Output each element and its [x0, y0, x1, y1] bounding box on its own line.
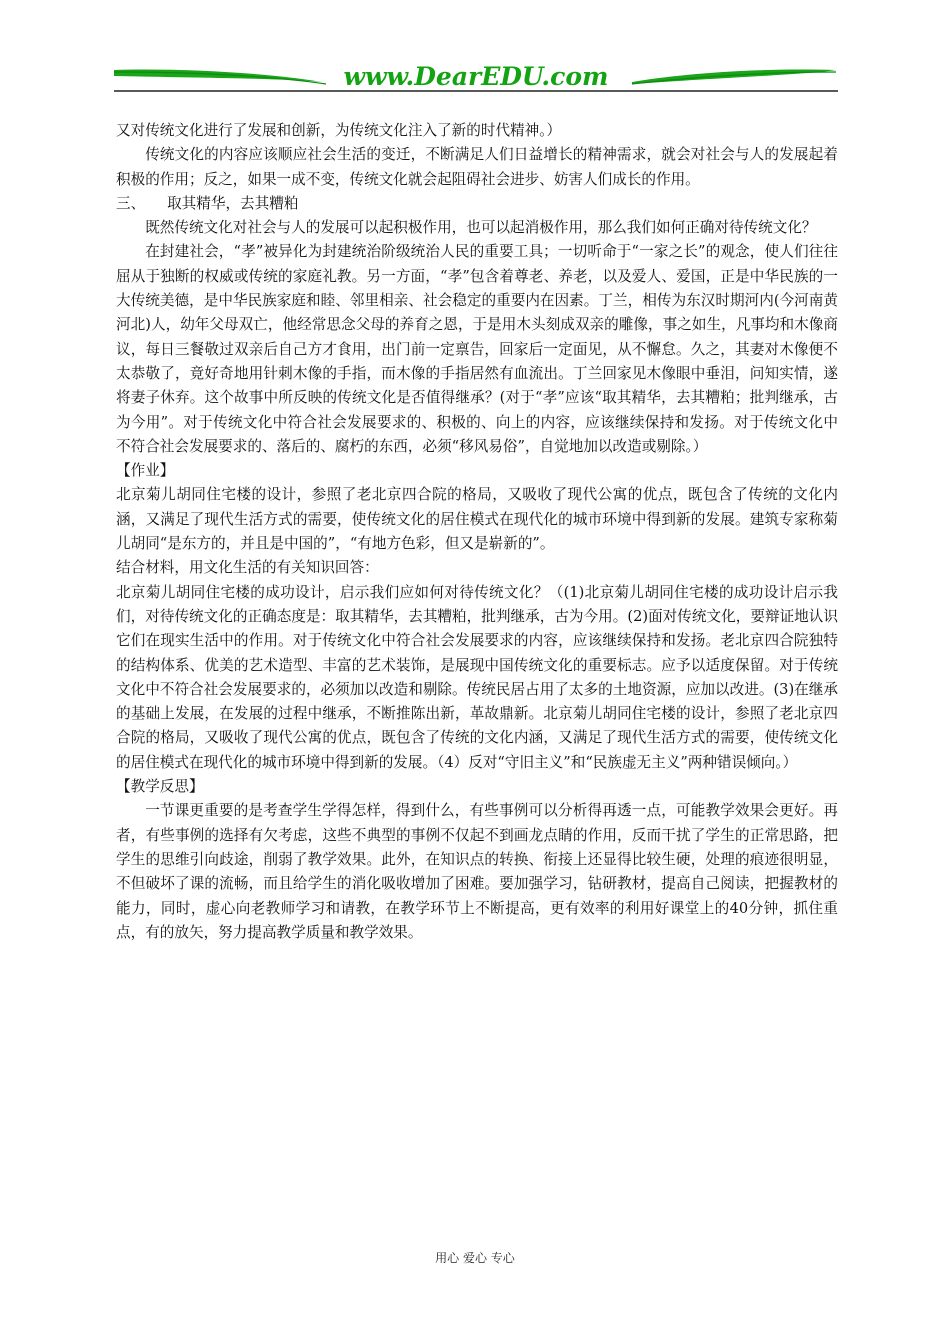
- paragraph: 北京菊儿胡同住宅楼的成功设计，启示我们应如何对待传统文化？（(1)北京菊儿胡同住宅楼的成功设计启示我们，对待传统文化的正确态度是：取其精华，去其糟粕，批判继承，古为今用。(2)面对传统文化，要辩证地认识它们在现实生活中的作用。对于传统文化中符合社会发展要求的内容，应该继续保持和发扬。老北京四合院独特的结构体系、优美的艺术造型、丰富的艺术装饰，是展现中国传统文化的重要标志。应予以适度保留。对于传统文化中不符合社会发展要求的，必须加以改造和剔除。传统民居占用了太多的土地资源，应加以改进。(3)在继承的基础上发展，在发展的过程中继承，不断推陈出新，革故鼎新。北京菊儿胡同住宅楼的设计，参照了老北京四合院的格局，又吸收了现代公寓的优点，既包含了传统的文化内涵，又满足了现代生活方式的需要，使传统文化的居住模式在现代化的城市环境中得到新的发展。（4）反对“守旧主义”和“民族虚无主义”两种错误倾向。）: [116, 583, 838, 771]
- paragraph: 北京菊儿胡同住宅楼的设计，参照了老北京四合院的格局，又吸收了现代公寓的优点，既包含了传统的文化内涵，又满足了现代生活方式的需要，使传统文化的居住模式在现代化的城市环境中得到新的发展。建筑专家称菊儿胡同“是东方的，并且是中国的”，“有地方色彩，但又是崭新的”。: [116, 486, 838, 553]
- paragraph: 结合材料，用文化生活的有关知识回答：: [116, 559, 379, 577]
- paragraph: 又对传统文化进行了发展和创新，为传统文化注入了新的时代精神。）: [116, 122, 562, 139]
- document-body: [116, 119, 838, 945]
- section-heading: 【作业】: [116, 462, 175, 480]
- page-footer: 用心 爱心 专心: [435, 1251, 515, 1265]
- section-heading: 【教学反思】: [116, 778, 204, 796]
- paragraph: 一节课更重要的是考查学生学得怎样，得到什么，有些事例可以分析得再透一点，可能教学效果会更好。再者，有些事例的选择有欠考虑，这些不典型的事例不仅起不到画龙点睛的作用，反而干扰了学生的正常思路，把学生的思维引向歧途，削弱了教学效果。此外，在知识点的转换、衔接上还显得比较生硬，处理的痕迹很明显，不但破坏了课的流畅，而且给学生的消化吸收增加了困难。要加强学习，钻研教材，提高自己阅读，把握教材的能力，同时，虚心向老教师学习和请教，在教学环节上不断提高，更有效率的利用好课堂上的40分钟，抓住重点，有的放矢，努力提高教学质量和教学效果。: [116, 802, 838, 941]
- site-brand: www.DearEDU.com: [343, 62, 609, 91]
- paragraph: 既然传统文化对社会与人的发展可以起积极作用，也可以起消极作用，那么我们如何正确对待传统文化？: [145, 219, 817, 237]
- paragraph: 在封建社会，“孝”被异化为封建统治阶级统治人民的重要工具；一切听命于“一家之长”的观念，使人们往往屈从于独断的权威或传统的家庭礼教。另一方面，“孝”包含着尊老、养老，以及爱人、爱国，正是中华民族的一大传统美德，是中华民族家庭和睦、邻里相亲、社会稳定的重要内在因素。丁兰，相传为东汉时期河内(今河南黄河北)人，幼年父母双亡，他经常思念父母的养育之恩，于是用木头刻成双亲的雕像，事之如生，凡事均和木像商议，每日三餐敬过双亲后自己方才食用，出门前一定禀告，回家后一定面见，从不懈怠。久之，其妻对木像便不太恭敬了，竟好奇地用针刺木像的手指，而木像的手指居然有血流出。丁兰回家见木像眼中垂泪，问知实情，遂将妻子休弃。这个故事中所反映的传统文化是否值得继承？(对于“孝”应该“取其精华，去其糟粕；批判继承，古为今用”。对于传统文化中符合社会发展要求的、积极的、向上的内容，应该继续保持和发扬。对于传统文化中不符合社会发展要求的、落后的、腐朽的东西，必须“移风易俗”，自觉地加以改造或剔除。）: [116, 243, 838, 455]
- page-header: [112, 58, 840, 98]
- paragraph: 传统文化的内容应该顺应社会生活的变迁，不断满足人们日益增长的精神需求，就会对社会与人的发展起着积极的作用；反之，如果一成不变，传统文化就会起阻碍社会进步、妨害人们成长的作用。: [116, 146, 838, 188]
- section-heading: 三、 取其精华，去其糟粕: [116, 194, 299, 212]
